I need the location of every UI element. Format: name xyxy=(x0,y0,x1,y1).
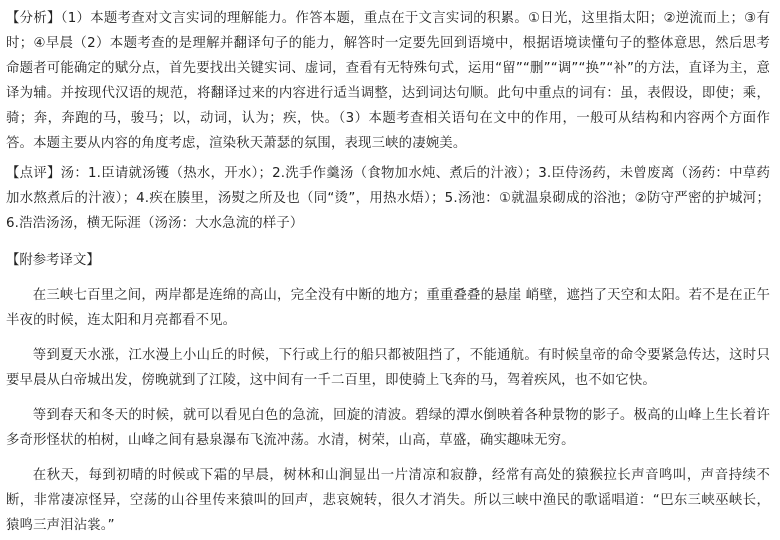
translation-paragraph-4: 在秋天，每到初晴的时候或下霜的早晨，树林和山涧显出一片清凉和寂静，经常有高处的猿猴拉长声音鸣叫，声音持续不断，非常凄凉怪异，空荡的山谷里传来猿叫的回声，悲哀婉转，很久才消失。所以三峡中渔民的歌谣唱道：“巴东三峡巫峡长，猿鸣三声泪沾裳。” xyxy=(6,468,770,533)
translation-paragraph-2: 等到夏天水涨，江水漫上小山丘的时候，下行或上行的船只都被阻挡了，不能通航。有时候皇帝的命令要紧急传达，这时只要早晨从白帝城出发，傍晚就到了江陵，这中间有一千二百里，即使骑上飞奔的马，驾着疾风，也不如它快。 xyxy=(6,348,770,388)
translation-header: 【附参考译文】 xyxy=(6,253,100,268)
translation-paragraph-1: 在三峡七百里之间，两岸都是连绵的高山，完全没有中断的地方；重重叠叠的悬崖 峭壁，遮挡了天空和太阳。若不是在正午半夜的时候，连太阳和月亮都看不见。 xyxy=(6,288,770,328)
translation-paragraph-3: 等到春天和冬天的时候，就可以看见白色的急流，回旋的清波。碧绿的潭水倒映着各种景物的影子。极高的山峰上生长着许多奇形怪状的柏树，山峰之间有悬泉瀑布飞流冲荡。水清，树荣，山高，草盛，确实趣味无穷。 xyxy=(6,408,770,448)
comment-section xyxy=(6,161,770,236)
analysis-paragraph: 【分析】（1）本题考查对文言实词的理解能力。作答本题，重点在于文言实词的积累。①日光，这里指太阳；②逆流而上；③有时；④早晨（2）本题考查的是理解并翻译句子的能力，解答时一定要先回到语境中，根据语境读懂句子的整体意思，然后思考命题者可能确定的赋分点，首先要找出关键实词、虚词，查看有无特殊句式，运用“留”“删”“调”“换”“补”的方法，直译为主，意译为辅。并按现代汉语的规范，将翻译过来的内容进行适当调整，达到词达句顺。此句中重点的词有：虽，表假设，即使；乘，骑；奔，奔跑的马，骏马；以，动词，认为；疾，快。（3）本题考查相关语句在文中的作用，一般可从结构和内容两个方面作答。本题主要从内容的角度考虑，渲染秋天萧瑟的氛围，表现三峡的凄婉美。 xyxy=(6,11,770,151)
translation-section xyxy=(6,248,770,538)
comment-paragraph: 【点评】汤：1.臣请就汤镬（热水，开水）；2.洗手作羹汤（食物加水炖、煮后的汁液）；3.臣侍汤药，未曾废离（汤药：中草药加水熬煮后的汁液）；4.疾在腠里，汤熨之所及也（同“烫”，用热水焐）；5.汤池：①就温泉砌成的浴池；②防守严密的护城河；6.浩浩汤汤，横无际涯（汤汤：大水急流的样子） xyxy=(6,166,770,231)
analysis-section xyxy=(6,6,770,156)
